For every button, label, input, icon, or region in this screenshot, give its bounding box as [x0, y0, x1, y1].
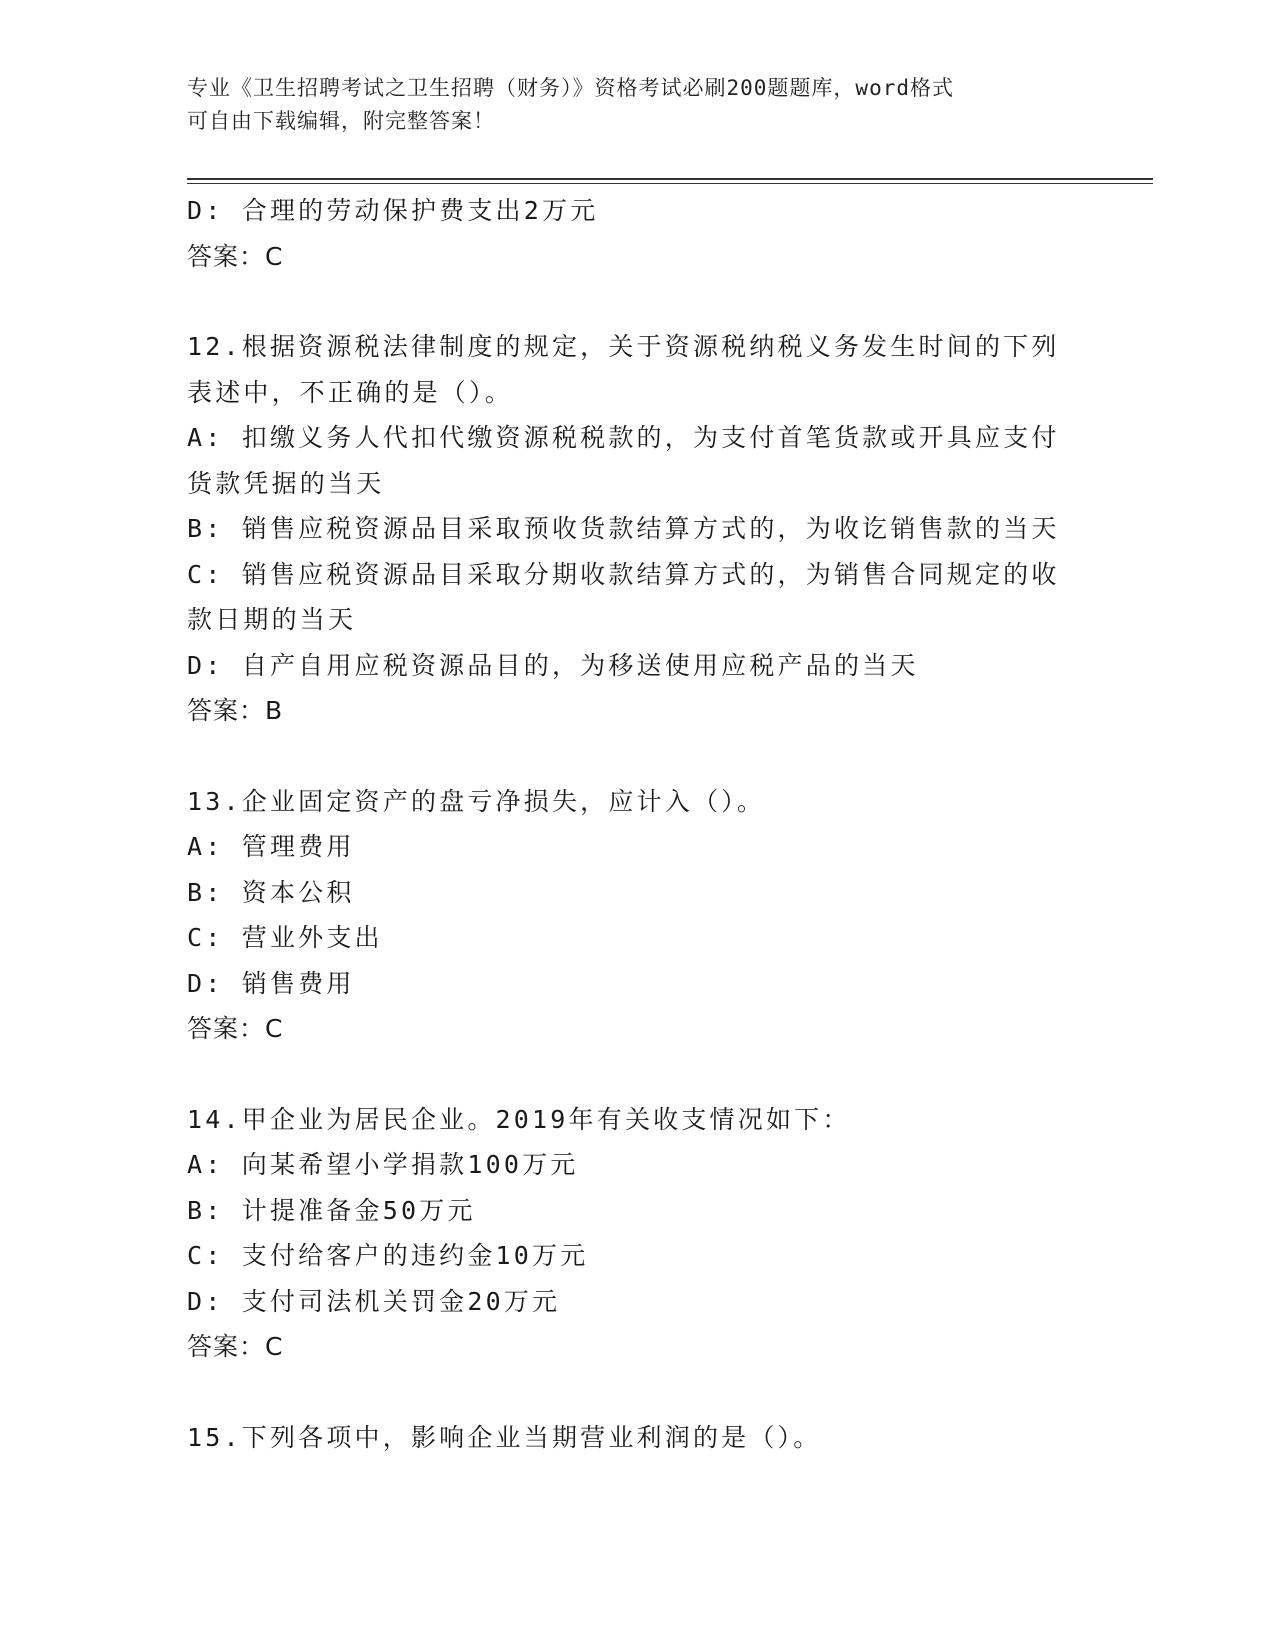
- option-c: C: 销售应税资源品目采取分期收款结算方式的，为销售合同规定的收: [187, 559, 1060, 589]
- question-list: [187, 188, 1087, 1460]
- option-b: B: 销售应税资源品目采取预收货款结算方式的，为收讫销售款的当天: [187, 514, 1060, 543]
- answer-line: 答案：C: [187, 241, 284, 271]
- question-block: [187, 1415, 1087, 1461]
- option-a: 货款凭据的当天: [187, 468, 385, 498]
- answer-line: 答案：B: [187, 696, 284, 725]
- spacer: [187, 734, 1087, 779]
- question-block: [187, 779, 1087, 1097]
- header-line-1: 专业《卫生招聘考试之卫生招聘（财务）》资格考试必刷200题题库，word格式: [187, 76, 954, 100]
- header-rule-thin: [187, 183, 1153, 184]
- option-d: D: 销售费用: [187, 968, 355, 998]
- question-block: [187, 1097, 1087, 1415]
- option-a: A: 管理费用: [187, 832, 355, 861]
- spacer: [187, 1052, 1087, 1097]
- spacer: [187, 279, 1087, 324]
- answer-line: 答案：C: [187, 1332, 284, 1361]
- questions-container: [187, 324, 1087, 1460]
- option-a: A: 向某希望小学捐款100万元: [187, 1150, 579, 1179]
- question-block: [187, 324, 1087, 779]
- option-d: D: 支付司法机关罚金20万元: [187, 1286, 561, 1316]
- option-c: C: 营业外支出: [187, 923, 383, 952]
- question-stem-line: 14.甲企业为居民企业。2019年有关收支情况如下：: [187, 1104, 851, 1134]
- question-stem-line: 15.下列各项中，影响企业当期营业利润的是（）。: [187, 1422, 822, 1452]
- option-b: B: 计提准备金50万元: [187, 1195, 476, 1225]
- answer-line: 答案：C: [187, 1014, 284, 1043]
- header-line-2: 可自由下载编辑，附完整答案！: [187, 109, 495, 133]
- question-stem-line: 表述中，不正确的是（）。: [187, 377, 513, 407]
- option-d: D: 自产自用应税资源品目的，为移送使用应税产品的当天: [187, 650, 919, 680]
- option-c: C: 支付给客户的违约金10万元: [187, 1241, 589, 1270]
- option-b: B: 资本公积: [187, 877, 355, 907]
- option-a: A: 扣缴义务人代扣代缴资源税税款的，为支付首笔货款或开具应支付: [187, 423, 1060, 452]
- question-stem-line: 13.企业固定资产的盘亏净损失，应计入（）。: [187, 786, 766, 816]
- header-rule-thick: [187, 178, 1153, 180]
- question-stem-line: 12.根据资源税法律制度的规定，关于资源税纳税义务发生时间的下列: [187, 332, 1060, 361]
- option-c: 款日期的当天: [187, 605, 357, 634]
- option-d: D: 合理的劳动保护费支出2万元: [187, 196, 599, 225]
- document-header: [187, 72, 1087, 138]
- spacer: [187, 1370, 1087, 1415]
